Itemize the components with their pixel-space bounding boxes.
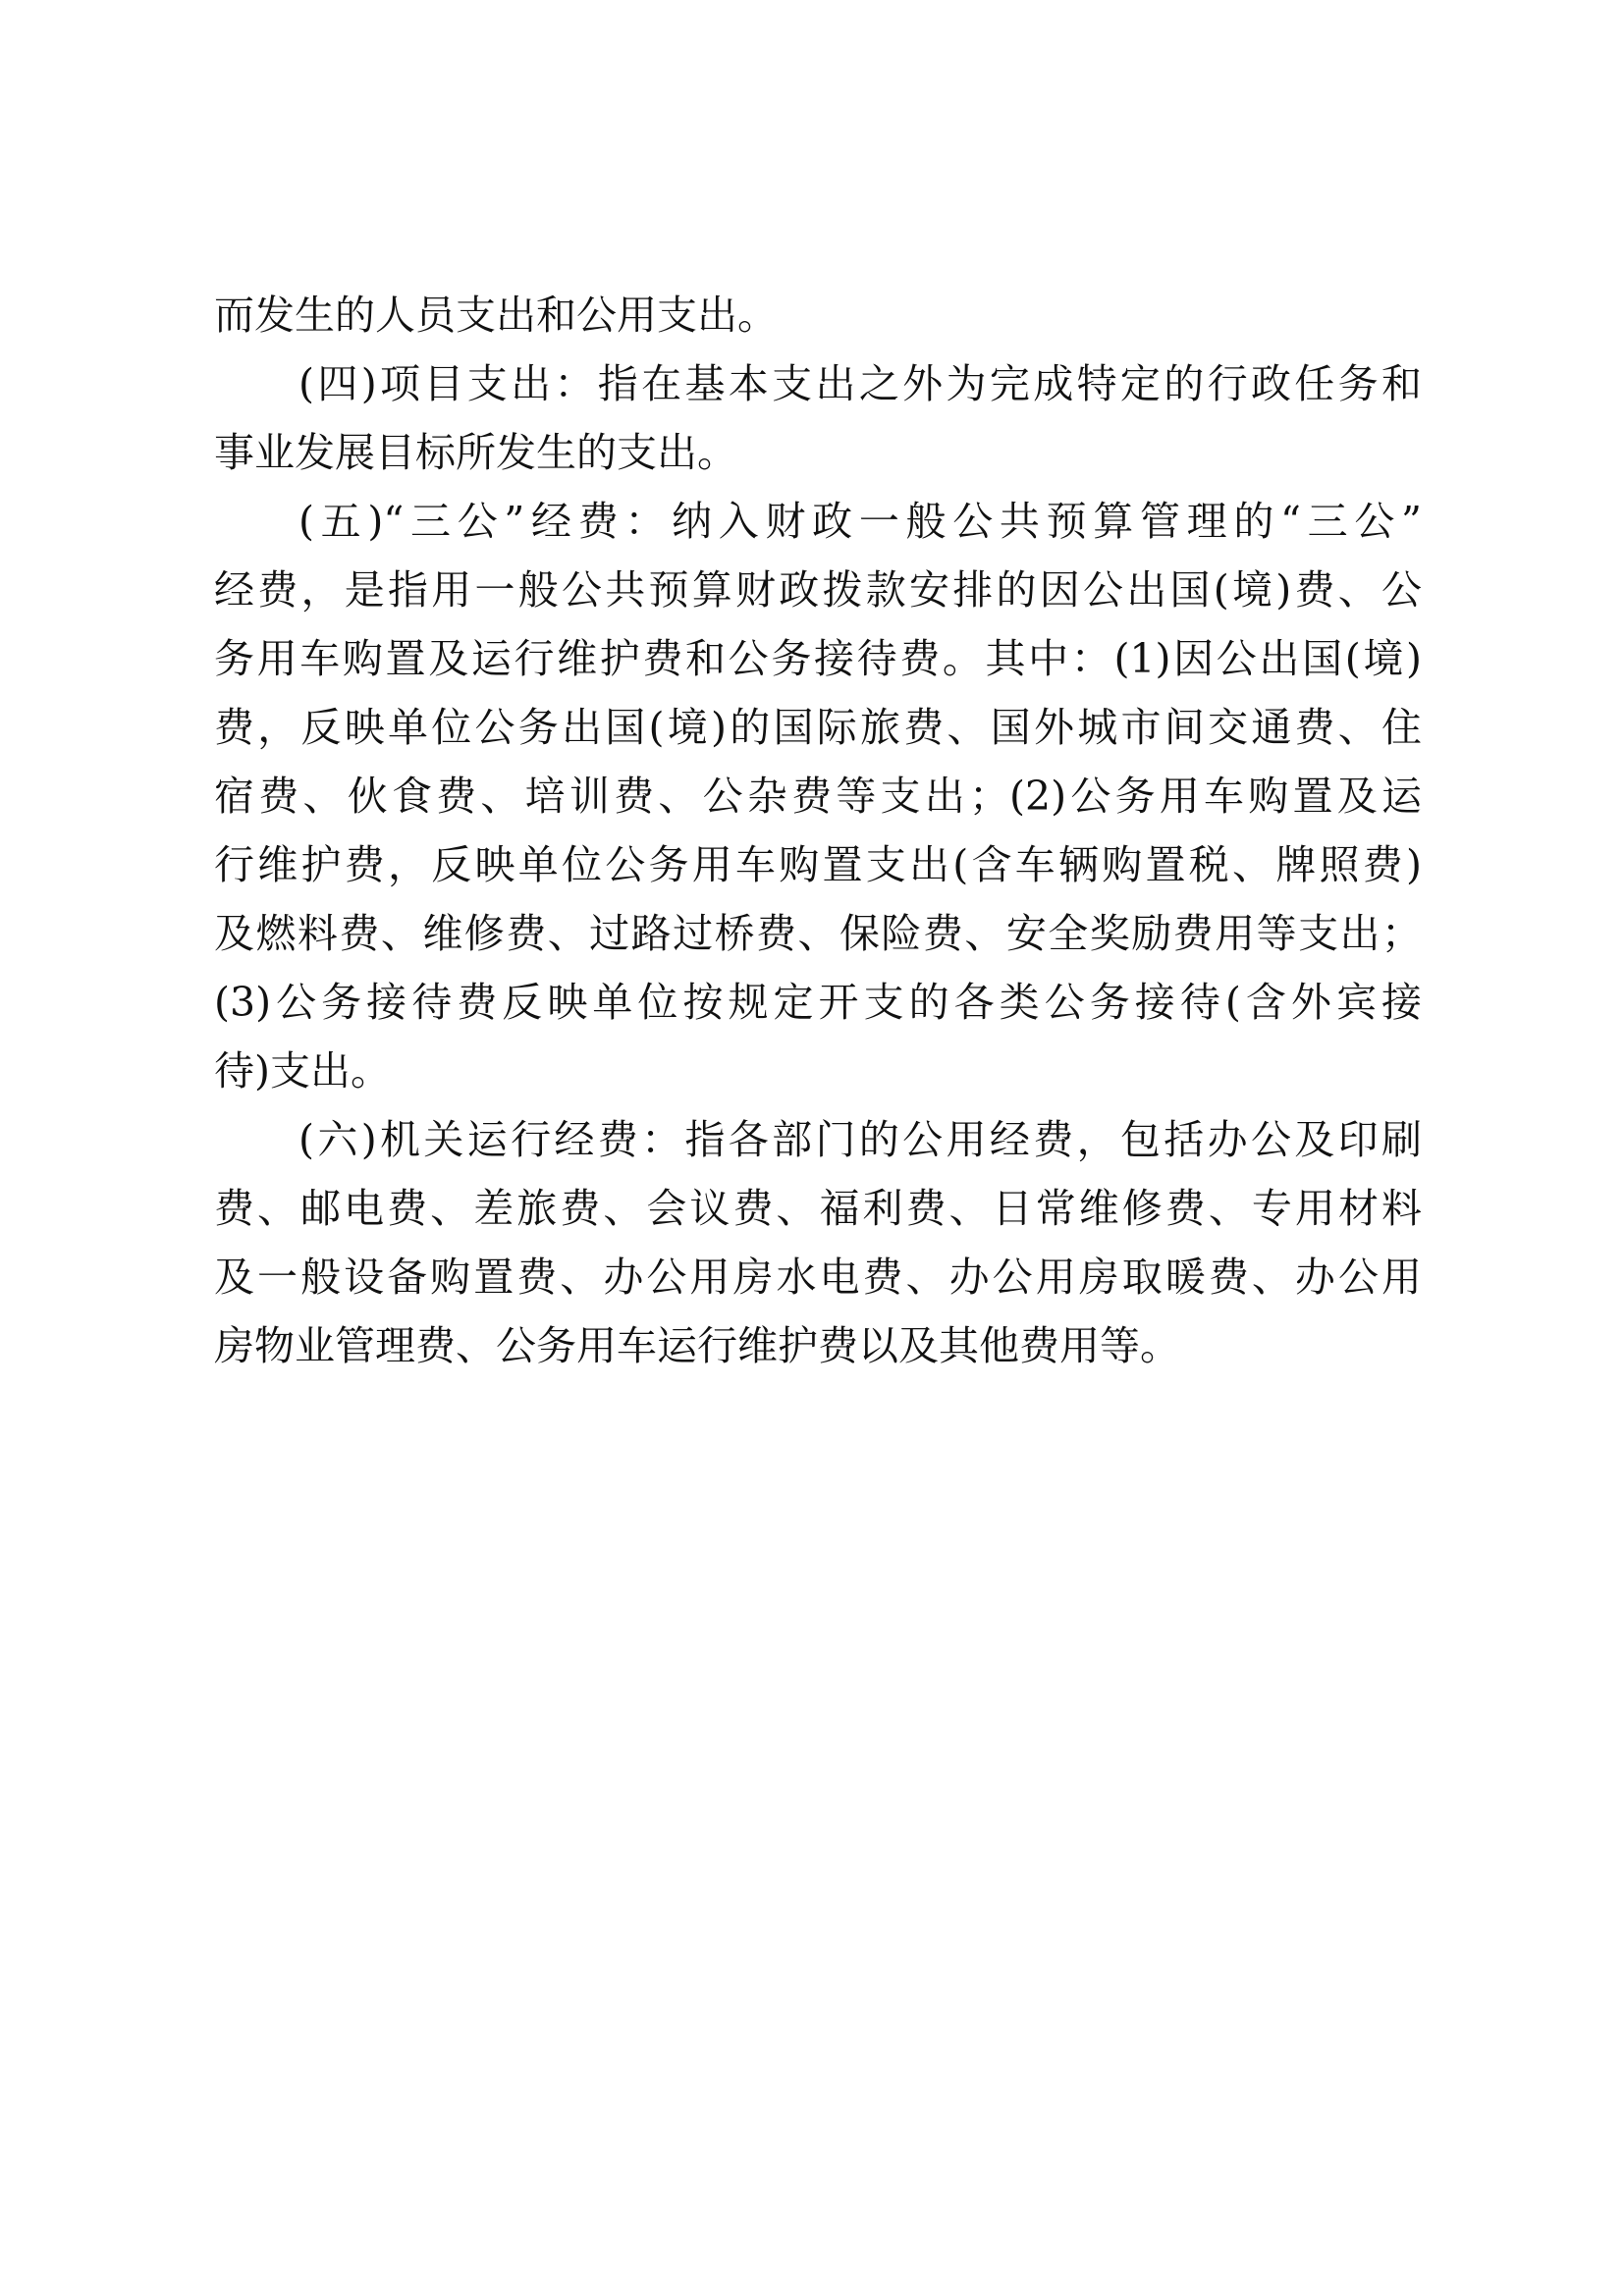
paragraph-5-line-9: 待)支出。 [214,1047,391,1095]
paragraph-5-line-4: 费，反映单位公务出国(境)的国际旅费、国外城市间交通费、住 [214,704,1422,751]
paragraph-6-line-4: 房物业管理费、公务用车运行维护费以及其他费用等。 [214,1322,1180,1369]
paragraph-6-line-2: 费、邮电费、差旅费、会议费、福利费、日常维修费、专用材料 [214,1185,1422,1232]
paragraph-5-line-3: 务用车购置及运行维护费和公务接待费。其中：(1)因公出国(境) [214,635,1422,682]
paragraph-4-line-2: 事业发展目标所发生的支出。 [214,429,737,476]
paragraph-3-end-line: 而发生的人员支出和公用支出。 [214,292,778,339]
paragraph-4-line-1: (四)项目支出：指在基本支出之外为完成特定的行政任务和 [298,360,1422,407]
paragraph-6-line-1: (六)机关运行经费：指各部门的公用经费，包括办公及印刷 [298,1116,1422,1163]
document-body [214,281,1422,1380]
paragraph-5-line-5: 宿费、伙食费、培训费、公杂费等支出；(2)公务用车购置及运 [214,773,1422,820]
paragraph-5-line-8: (3)公务接待费反映单位按规定开支的各类公务接待(含外宾接 [214,979,1422,1026]
paragraph-5-line-6: 行维护费，反映单位公务用车购置支出(含车辆购置税、牌照费) [214,841,1422,888]
paragraph-5-line-2: 经费，是指用一般公共预算财政拨款安排的因公出国(境)费、公 [214,566,1422,614]
paragraph-5-line-1: (五)“三公”经费：纳入财政一般公共预算管理的“三公” [298,498,1422,545]
paragraph-6-line-3: 及一般设备购置费、办公用房水电费、办公用房取暖费、办公用 [214,1254,1422,1301]
paragraph-5-line-7: 及燃料费、维修费、过路过桥费、保险费、安全奖励费用等支出； [214,910,1422,957]
